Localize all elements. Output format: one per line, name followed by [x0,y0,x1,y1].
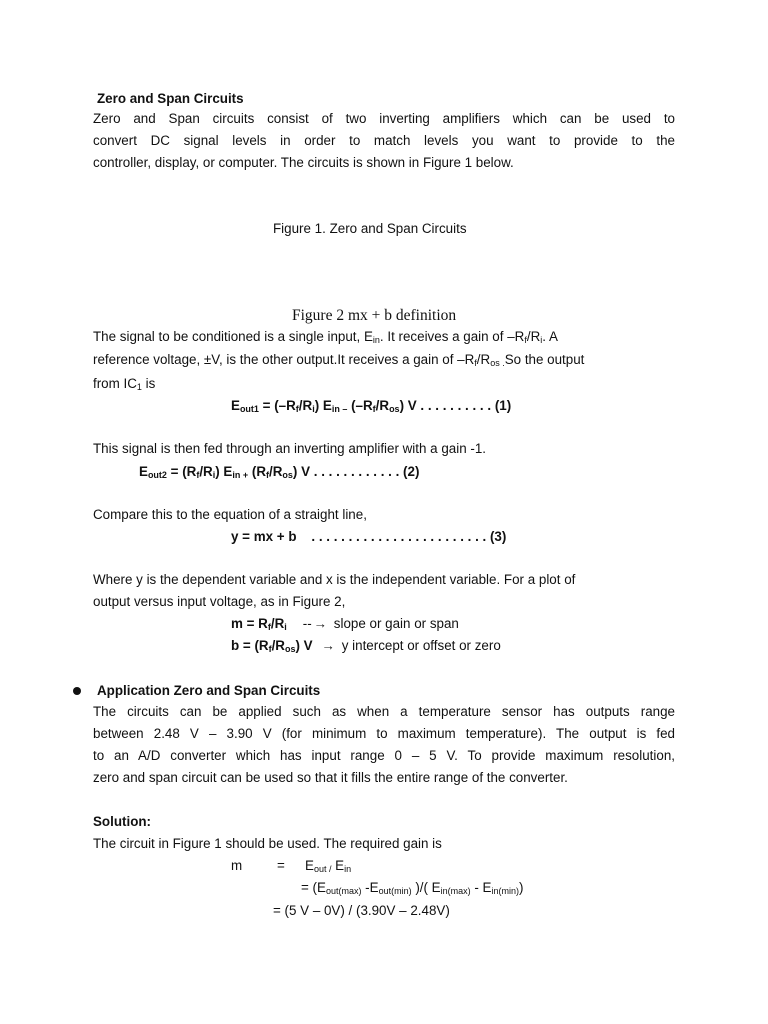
m-definition: $m = R_f/R_i$ -- → slope or gain or span [231,616,459,632]
zero-span-para-line-3: controller, display, or computer. The circuits is shown in Figure 1 below. [93,155,514,170]
application-para-line-3: to an A/D converter which has input range 0 – 5 V. To provide maximum resolution, [93,748,675,763]
solution-line-3: = (5 V – 0V) / (3.90V – 2.48V) [273,903,450,918]
signal-line-1: The signal to be conditioned is a single input, $E_{in}$. It receives a gain of $-R_f/R_i$. A [93,329,558,345]
bullet-icon [73,687,81,695]
application-para-line-1: The circuits can be applied such as when a temperature sensor has outputs range [93,704,675,719]
fed-line: This signal is then fed through an inverting amplifier with a gain -1. [93,441,487,456]
section-title-application: Application Zero and Span Circuits [97,683,321,698]
zero-span-para-line-2: convert DC signal levels in order to match levels you want to provide to the [93,133,675,148]
application-para-line-2: between 2.48 V – 3.90 V (for minimum to maximum temperature). The output is fed [93,726,675,741]
application-para-line-4: zero and span circuit can be used so that it fills the entire range of the converter. [93,770,568,785]
solution-m-rhs: $E_{out /}$ $E_{in}$ [305,858,352,874]
b-definition: $b = (R_f/R_{os}) V \to y$ intercept or offset or zero [231,638,501,654]
compare-line: Compare this to the equation of a straight line, [93,507,367,522]
equation-3: y = mx + b . . . . . . . . . . . . . . . . . . . . . . . . (3) [231,529,507,544]
equation-2: $E_{out2} = (R_f/R_i)$ $E_{in +}$ $(R_f/R_{os})$ V . . . . . . . . . . . . (2) [139,464,420,480]
solution-line: The circuit in Figure 1 should be used. The required gain is [93,836,442,851]
right-arrow-icon: → [313,616,328,631]
where-line-2: output versus input voltage, as in Figure 2, [93,594,346,609]
section-title-zero-span: Zero and Span Circuits [97,91,244,106]
solution-m-label: m [231,858,243,873]
solution-title: Solution: [93,814,152,829]
where-line-1: Where y is the dependent variable and x is the independent variable. For a plot of [93,572,576,587]
solution-line-2: = ($E_{out(max)}$ $-E_{out(min)}$ )/( $E_{in(max)} - E_{in(min)}$) [301,880,524,896]
zero-span-para-line-1: Zero and Span circuits consist of two inverting amplifiers which can be used to [93,111,675,126]
figure-2-caption: Figure 2 mx + b definition [292,307,457,324]
solution-equals: = [277,858,285,873]
equation-1: $E_{out1} = (-R_f/R_i)$ $E_{in -}$ $(-R_f/R_{os})$ V . . . . . . . . . . (1) [231,398,512,414]
signal-line-2: reference voltage, ±V, is the other output.It receives a gain of $-R_f/R_{os .}So$ the output [93,352,585,368]
right-arrow-icon: → [321,638,336,653]
figure-1-caption: Figure 1. Zero and Span Circuits [273,221,467,236]
signal-line-3: from $IC_1$ is [93,376,156,392]
